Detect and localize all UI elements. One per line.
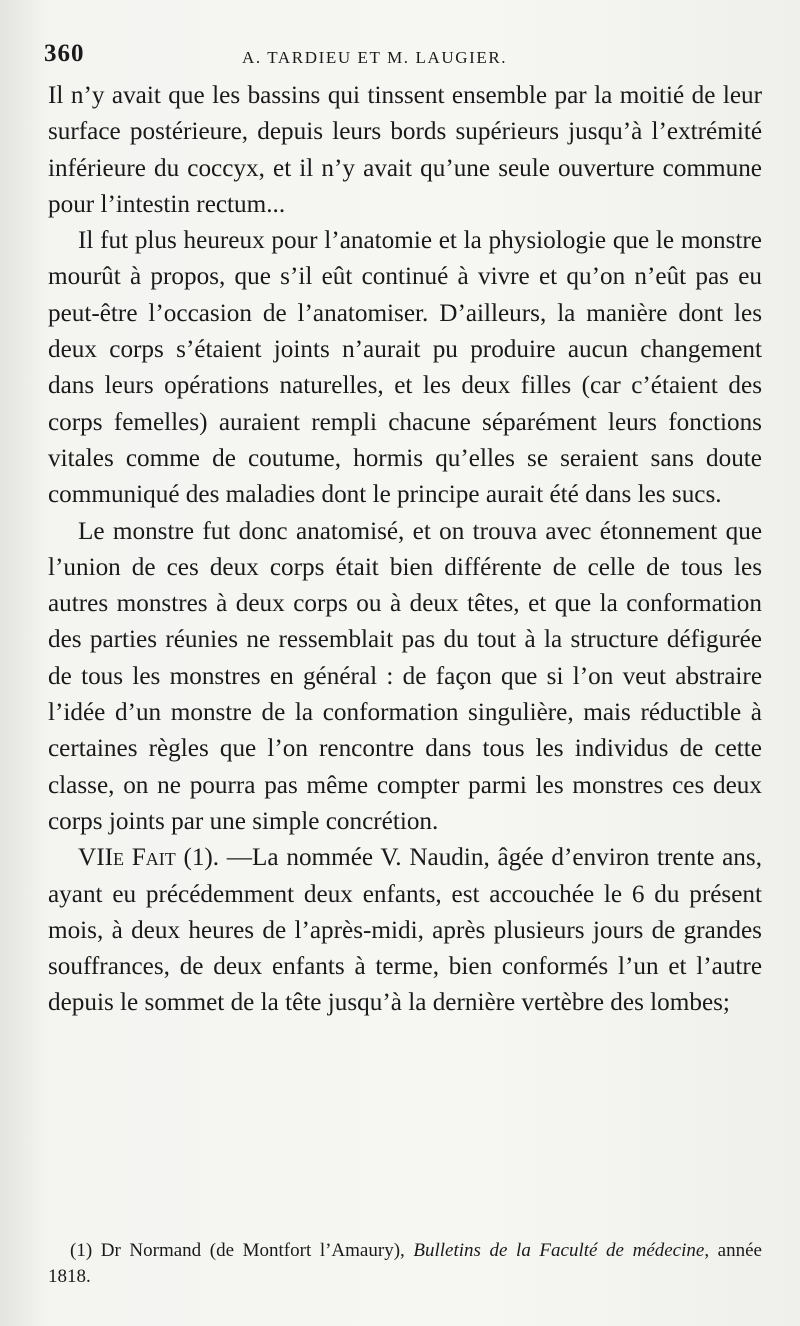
page-number: 360 bbox=[44, 40, 85, 67]
case-label: VIIe Fait bbox=[78, 844, 176, 872]
footnote-journal: Bulletins de la Faculté de médecine bbox=[413, 1240, 705, 1261]
paragraph-4 bbox=[48, 840, 762, 1021]
footnote-reference: (1). — bbox=[175, 844, 253, 872]
paragraph-2: Il fut plus heureux pour l’anatomie et la physiologie que le monstre mourût à propos, que s’il eût continué à vivre et qu’on n’eût pas eu peut-être l’occasion de l’anatomiser. D’ailleurs, la manière dont les deux corps s’étaient joints n’aurait pu produire aucun changement dans leurs opérations naturelles, et les deux filles (car c’étaient des corps femelles) auraient rempli chacune séparément leurs fonctions vitales comme de coutume, hormis qu’elles se seraient sans doute communiqué des maladies dont le principe aurait été dans les sucs. bbox=[48, 227, 762, 509]
footnote bbox=[48, 1238, 762, 1290]
paragraph-1: Il n’y avait que les bassins qui tinssent ensemble par la moitié de leur surface postérieure, depuis leurs bords supérieurs jusqu’à l’extrémité inférieure du coccyx, et il n’y avait qu’une seule ouverture commune pour l’intestin rectum... bbox=[48, 82, 762, 218]
footnote-entry bbox=[48, 1238, 762, 1290]
footnote-author: (1) Dr Normand (de Montfort l’Amaury), bbox=[70, 1240, 414, 1261]
paragraph-3: Le monstre fut donc anatomisé, et on trouva avec étonnement que l’union de ces deux corps était bien différente de celle de tous les autres monstres à deux corps ou à deux têtes, et que la conformation des parties réunies ne ressemblait pas du tout à la structure défigurée de tous les monstres en général : de façon que si l’on veut abstraire l’idée d’un monstre de la conformation singulière, mais réductible à certaines règles que l’on rencontre dans tous les individus de cette classe, on ne pourra pas même compter parmi les monstres ces deux corps joints par une simple concrétion. bbox=[48, 517, 762, 835]
body-text bbox=[48, 78, 762, 1022]
page-header bbox=[44, 40, 756, 76]
case-text: La nommée V. Naudin, âgée d’environ trente ans, ayant eu précédemment deux enfants, est accouchée le 6 du présent mois, à deux heures de l’après-midi, après plusieurs jours de grandes souffrances, de deux enfants à terme, bien conformés l’un et l’autre depuis le sommet de la tête jusqu’à la dernière vertèbre des lombes; bbox=[48, 844, 762, 1017]
running-head: A. TARDIEU ET M. LAUGIER. bbox=[242, 48, 508, 67]
footnote-year: , année 1818. bbox=[48, 1240, 762, 1287]
